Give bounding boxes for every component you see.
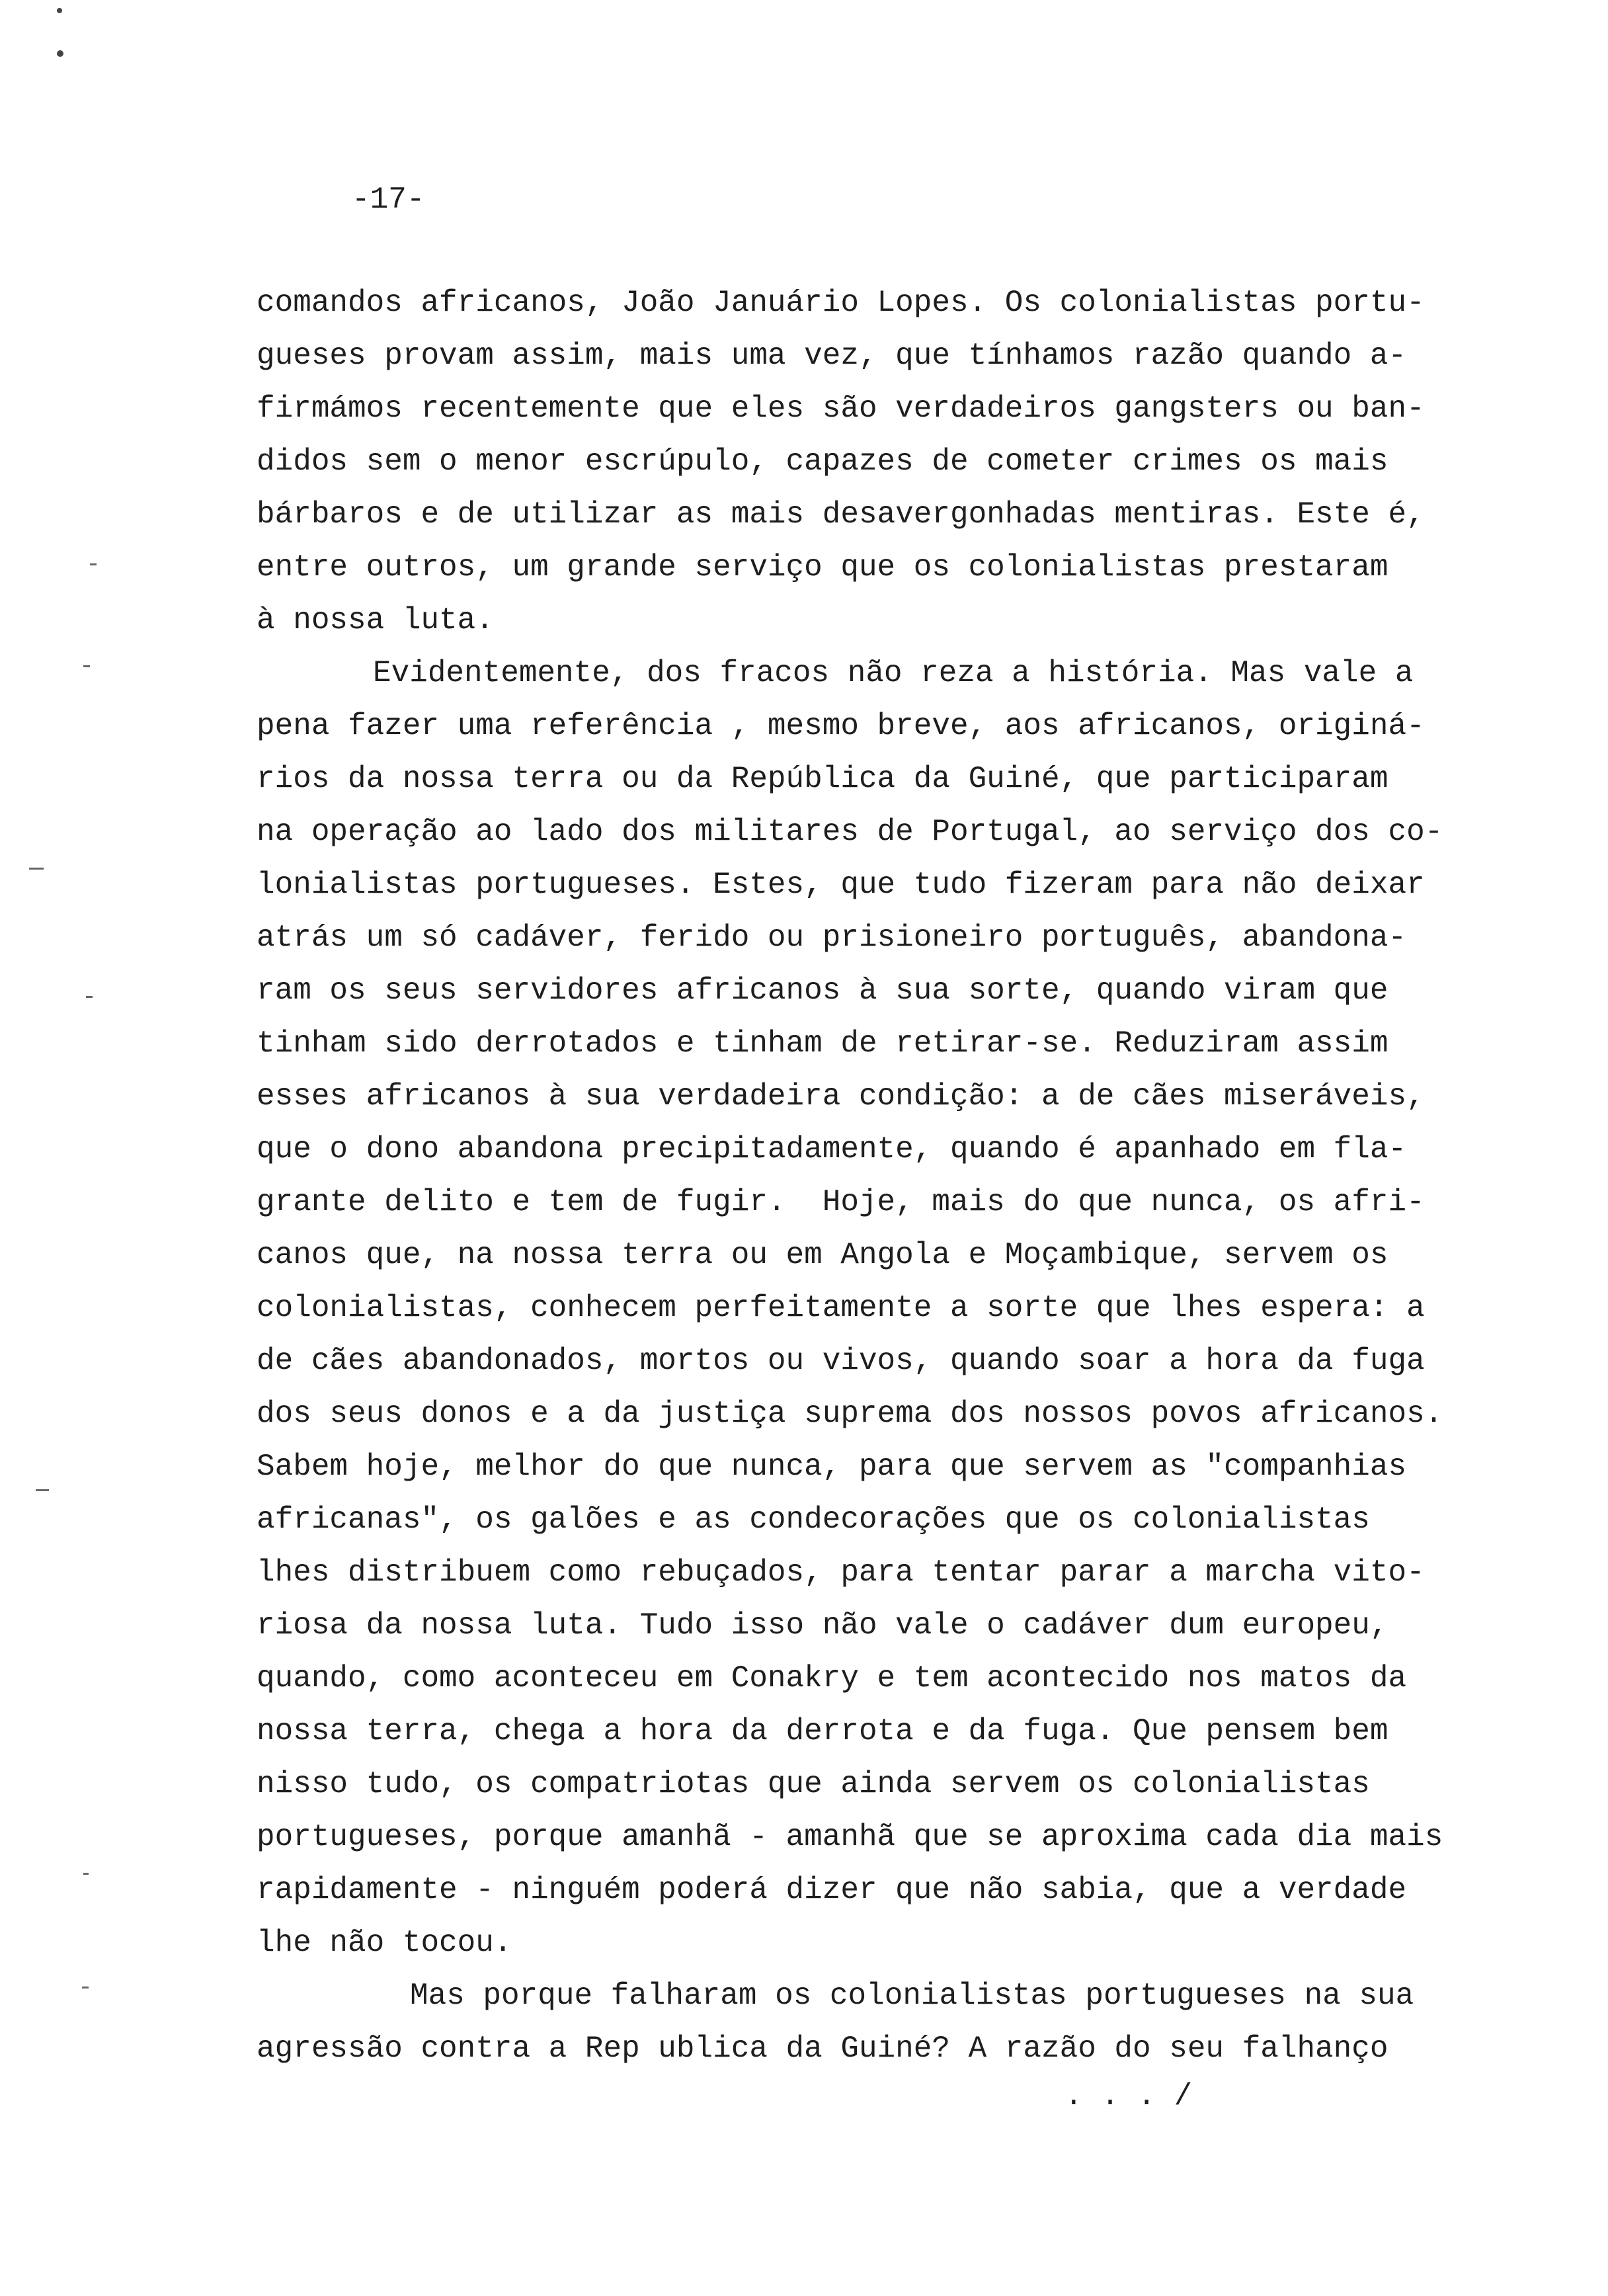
text-line: portugueses, porque amanhã - amanhã que se aproxima cada dia mais (257, 1820, 1443, 1854)
scan-speck (57, 50, 63, 57)
continuation-mark: . . . / (1065, 2079, 1193, 2113)
text-line: ram os seus servidores africanos à sua sorte, quando viram que (257, 973, 1388, 1008)
text-line: firmámos recentemente que eles são verdadeiros gangsters ou ban- (257, 391, 1425, 426)
text-line: à nossa luta. (257, 603, 494, 637)
text-line: Mas porque falharam os colonialistas portugueses na sua (410, 1979, 1414, 2013)
text-line: rapidamente - ninguém poderá dizer que não sabia, que a verdade (257, 1873, 1407, 1907)
text-line: comandos africanos, João Januário Lopes. Os colonialistas portu- (257, 286, 1425, 320)
body-text (257, 276, 1599, 2075)
scan-mark (83, 1873, 89, 1875)
text-line: pena fazer uma referência , mesmo breve, aos africanos, originá- (257, 709, 1425, 743)
text-line: tinham sido derrotados e tinham de retirar-se. Reduziram assim (257, 1026, 1388, 1061)
scan-mark (29, 868, 44, 870)
text-line: didos sem o menor escrúpulo, capazes de cometer crimes os mais (257, 444, 1388, 479)
paragraph (257, 647, 1599, 1969)
scan-mark (90, 563, 97, 565)
text-line: grante delito e tem de fugir. Hoje, mais do que nunca, os afri- (257, 1185, 1425, 1219)
scan-mark (36, 1489, 49, 1491)
text-line: na operação ao lado dos militares de Portugal, ao serviço dos co- (257, 815, 1443, 849)
text-line: Evidentemente, dos fracos não reza a história. Mas vale a (373, 656, 1414, 690)
text-line: africanas", os galões e as condecorações que os colonialistas (257, 1502, 1370, 1537)
text-line: nossa terra, chega a hora da derrota e da fuga. Que pensem bem (257, 1714, 1388, 1748)
paragraph (257, 1969, 1599, 2075)
text-line: nisso tudo, os compatriotas que ainda servem os colonialistas (257, 1767, 1370, 1801)
scan-mark (83, 665, 90, 667)
text-line: canos que, na nossa terra ou em Angola e Moçambique, servem os (257, 1238, 1388, 1272)
text-line: que o dono abandona precipitadamente, quando é apanhado em fla- (257, 1132, 1407, 1167)
text-line: riosa da nossa luta. Tudo isso não vale o cadáver dum europeu, (257, 1608, 1388, 1643)
text-line: de cães abandonados, mortos ou vivos, quando soar a hora da fuga (257, 1344, 1425, 1378)
text-line: gueses provam assim, mais uma vez, que tínhamos razão quando a- (257, 339, 1407, 373)
text-line: colonialistas, conhecem perfeitamente a sorte que lhes espera: a (257, 1291, 1425, 1325)
text-line: Sabem hoje, melhor do que nunca, para que servem as "companhias (257, 1450, 1407, 1484)
text-line: dos seus donos e a da justiça suprema dos nossos povos africanos. (257, 1397, 1443, 1431)
text-line: quando, como aconteceu em Conakry e tem acontecido nos matos da (257, 1661, 1407, 1696)
text-line: atrás um só cadáver, ferido ou prisioneiro português, abandona- (257, 921, 1407, 955)
scan-speck (57, 8, 62, 13)
text-line: rios da nossa terra ou da República da Guiné, que participaram (257, 762, 1388, 796)
text-line: agressão contra a Rep ublica da Guiné? A razão do seu falhanço (257, 2031, 1388, 2066)
text-line: lhe não tocou. (257, 1926, 512, 1960)
text-line: entre outros, um grande serviço que os colonialistas prestaram (257, 550, 1388, 585)
text-line: esses africanos à sua verdadeira condição: a de cães miseráveis, (257, 1079, 1425, 1114)
scan-mark (82, 1987, 89, 1988)
page-number: -17- (352, 183, 425, 217)
text-line: lhes distribuem como rebuçados, para tentar parar a marcha vito- (257, 1555, 1425, 1590)
text-line: lonialistas portugueses. Estes, que tudo fizeram para não deixar (257, 868, 1425, 902)
scan-mark (86, 996, 93, 998)
text-line: bárbaros e de utilizar as mais desavergonhadas mentiras. Este é, (257, 497, 1425, 532)
paragraph (257, 276, 1599, 647)
